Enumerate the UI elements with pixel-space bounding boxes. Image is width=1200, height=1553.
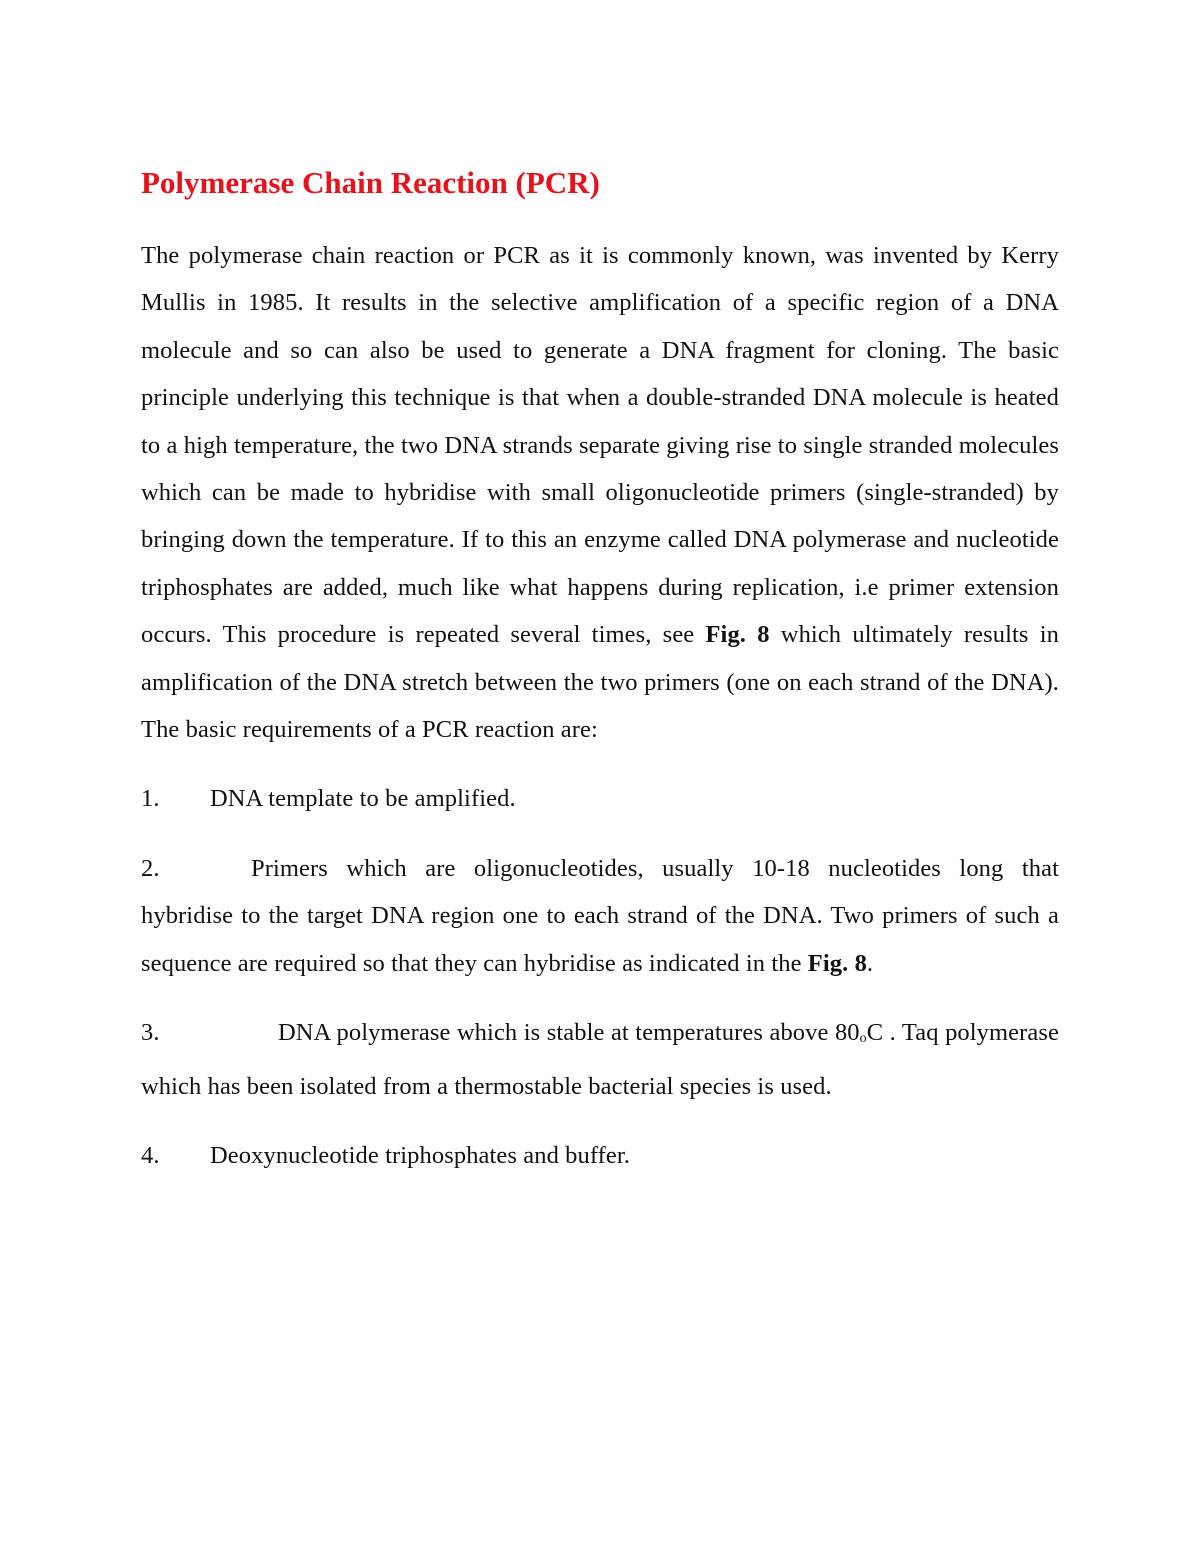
list-item-text: DNA template to be amplified.: [210, 785, 516, 813]
list-item-number: 3.: [141, 1019, 160, 1047]
list-item-text: Deoxynucleotide triphosphates and buffer.: [210, 1141, 631, 1169]
figure-reference: Fig. 8: [807, 949, 867, 977]
document-title: Polymerase Chain Reaction (PCR): [141, 165, 600, 200]
figure-reference: Fig. 8: [705, 621, 770, 649]
document-page: [141, 160, 1059, 1201]
intro-text-part1: The polymerase chain reaction or PCR as it is commonly known, was invented by Kerry Mullis in 1985. It results in the selective amplification of a specific region of a DNA molecule and so can also be used to generate a DNA fragment for cloning. The basic principle underlying this technique is that when a double-stranded DNA molecule is heated to a high temperature, the two DNA strands separate giving rise to single stranded molecules which can be made to hybridise with small oligonucleotide primers (single-stranded) by bringing down the temperature. If to this an enzyme called DNA polymerase and nucleotide triphosphates are added, much like what happens during replication, i.e primer extension occurs. This procedure is repeated several times, see: [141, 242, 1059, 649]
list-item: [141, 775, 1059, 822]
list-item-text-continued: C . Taq polymerase which has been isolated from a thermostable bacterial species is used.: [141, 1019, 1059, 1100]
list-item-number: 1.: [141, 785, 160, 813]
list-item: [141, 1009, 1059, 1110]
intro-text-part2: which ultimately results in amplification of the DNA stretch between the two primers (one on each strand of the DNA). The basic requirements of a PCR reaction are:: [141, 621, 1060, 744]
list-item-tail: .: [866, 949, 874, 977]
intro-paragraph: [141, 232, 1059, 753]
list-item-text: Primers which are oligonucleotides, usually 10-18 nucleotides long that hybridise to the target DNA region one to each strand of the DNA. Two primers of such a sequence are required so that they can hybridise as indicated in the: [141, 854, 1059, 977]
list-item-number: 2.: [141, 854, 160, 882]
requirements-list: [141, 775, 1059, 1179]
list-item-number: 4.: [141, 1141, 160, 1169]
list-item: [141, 845, 1059, 987]
list-item: [141, 1132, 1059, 1179]
list-item-text: DNA polymerase which is stable at temperatures above 80: [278, 1019, 860, 1047]
degree-symbol: o: [859, 1031, 867, 1047]
